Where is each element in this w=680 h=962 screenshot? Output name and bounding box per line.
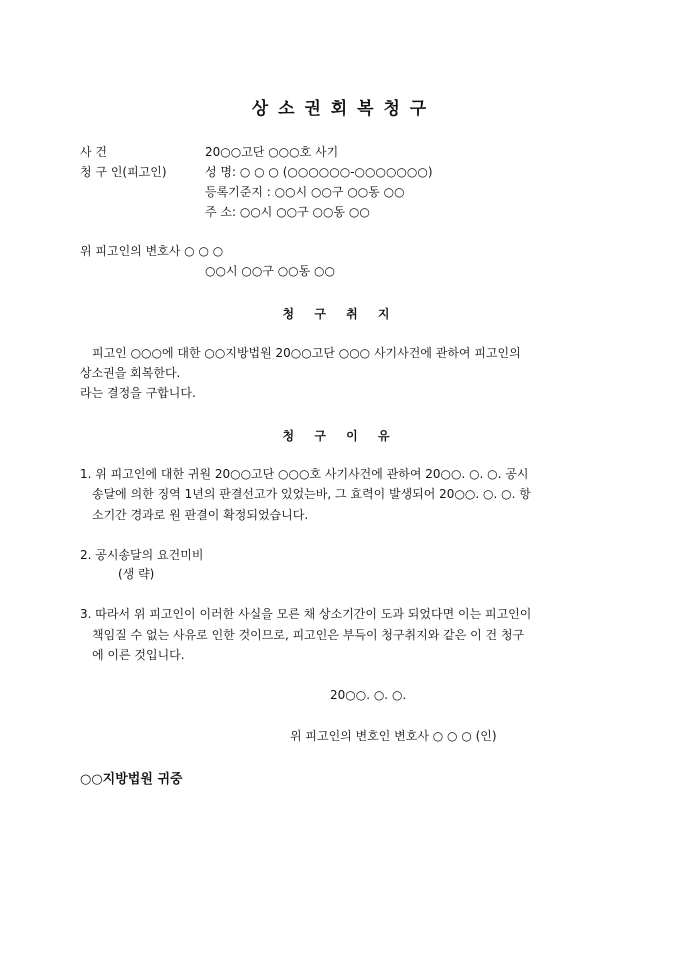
claimant-name: 성 명: ○ ○ ○ (○○○○○○-○○○○○○○) — [205, 165, 433, 179]
document-date: 20○○. ○. ○. — [330, 688, 407, 702]
purpose-heading: 청 구 취 지 — [282, 307, 398, 321]
lawyer-address: ○○시 ○○구 ○○동 ○○ — [205, 264, 335, 278]
document-title: 상 소 권 회 복 청 구 — [251, 99, 429, 119]
purpose-line-2: 상소권을 회복한다. — [80, 366, 181, 380]
reasons-heading: 청 구 이 유 — [282, 429, 398, 443]
reason-1-line-3: 소기간 경과로 원 판결이 확정되었습니다. — [92, 508, 309, 522]
claimant-label: 청 구 인(피고인) — [80, 165, 167, 179]
reason-2-line-1: 2. 공시송달의 요건미비 — [80, 548, 204, 562]
lawyer-label: 위 피고인의 변호사 ○ ○ ○ — [80, 244, 224, 258]
reason-3-line-1: 3. 따라서 위 피고인이 이러한 사실을 모른 채 상소기간이 도과 되었다면 이는 피고인이 — [80, 607, 532, 621]
claimant-registration: 등록기준지 : ○○시 ○○구 ○○동 ○○ — [205, 185, 405, 199]
reason-3-line-2: 책임질 수 없는 사유로 인한 것이므로, 피고인은 부득이 청구취지와 같은 이 건 청구 — [92, 628, 525, 642]
signer-line: 위 피고인의 변호인 변호사 ○ ○ ○ (인) — [290, 729, 497, 743]
reason-1-line-1: 1. 위 피고인에 대한 귀원 20○○고단 ○○○호 사기사건에 관하여 20○○. ○. ○. 공시 — [80, 467, 529, 481]
court-addressee: ○○지방법원 귀중 — [80, 772, 183, 787]
case-label: 사 건 — [80, 145, 107, 159]
purpose-line-3: 라는 결정을 구합니다. — [80, 386, 196, 400]
reason-3-line-3: 에 이른 것입니다. — [92, 648, 185, 662]
claimant-address: 주 소: ○○시 ○○구 ○○동 ○○ — [205, 205, 370, 219]
purpose-line-1: 피고인 ○○○에 대한 ○○지방법원 20○○고단 ○○○ 사기사건에 관하여 피고인의 — [92, 346, 521, 360]
reason-1-line-2: 송달에 의한 징역 1년의 판결선고가 있었는바, 그 효력이 발생되어 20○○. ○. ○. 항 — [92, 487, 531, 501]
case-value: 20○○고단 ○○○호 사기 — [205, 145, 339, 159]
reason-2-line-2: (생 략) — [118, 567, 155, 581]
